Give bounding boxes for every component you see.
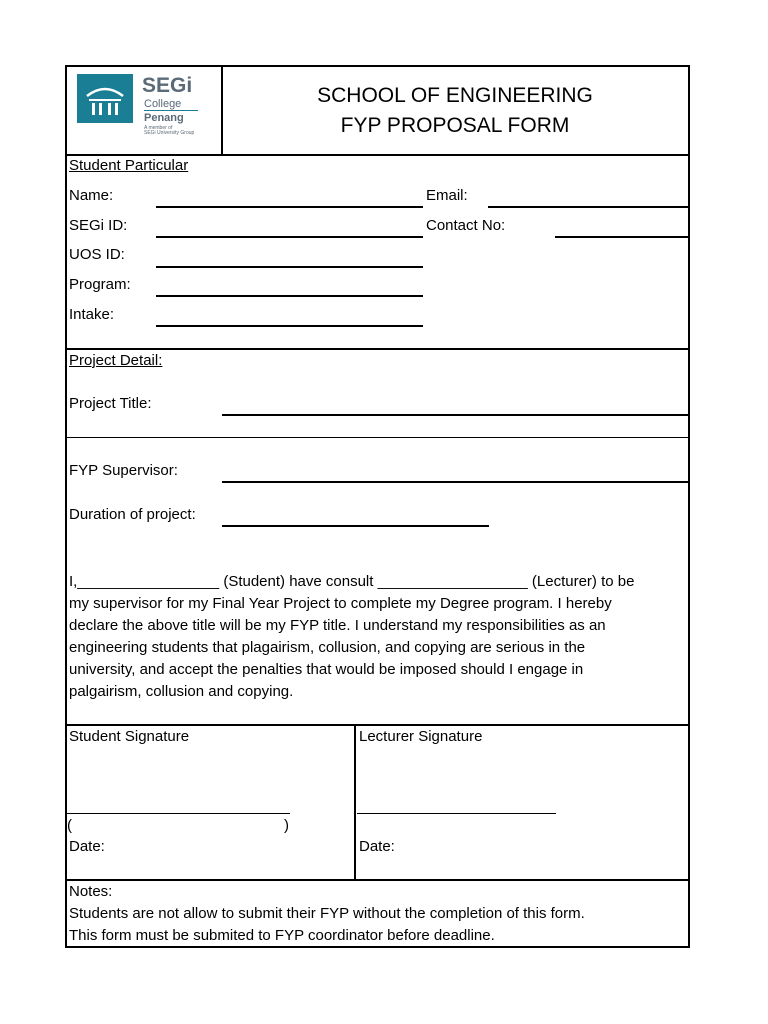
- logo-name: SEGi: [142, 74, 193, 97]
- segi-id-field[interactable]: [156, 236, 423, 238]
- lecturer-date-label: Date:: [359, 838, 395, 855]
- supervisor-field[interactable]: [222, 481, 688, 483]
- logo-campus: Penang: [144, 112, 184, 124]
- student-signature-label: Student Signature: [69, 728, 190, 745]
- logo-college: College: [144, 98, 182, 110]
- section-divider: [65, 348, 690, 350]
- section-divider: [65, 724, 690, 726]
- project-title-field[interactable]: [222, 414, 688, 416]
- section-divider: [65, 879, 690, 881]
- uos-id-label: UOS ID:: [69, 246, 125, 263]
- notes-line: This form must be submited to FYP coordinator before deadline.: [69, 927, 495, 944]
- lecturer-signature-field[interactable]: [357, 813, 556, 814]
- segi-id-label: SEGi ID:: [69, 217, 128, 234]
- program-label: Program:: [69, 276, 131, 293]
- declaration-text: [69, 571, 687, 703]
- declaration-line: engineering students that plagairism, collusion, and copying are serious in the: [69, 639, 586, 656]
- form-title: FYP PROPOSAL FORM: [340, 114, 570, 137]
- logo-tagline-2: SEGi University Group: [144, 130, 195, 136]
- contact-label: Contact No:: [426, 217, 506, 234]
- contact-field[interactable]: [555, 236, 688, 238]
- declaration-line: palgairism, collusion and copying.: [69, 683, 294, 700]
- lecturer-signature-label: Lecturer Signature: [359, 728, 483, 745]
- student-date-label: Date:: [69, 838, 105, 855]
- school-title: SCHOOL OF ENGINEERING: [317, 84, 593, 107]
- supervisor-label: FYP Supervisor:: [69, 462, 178, 479]
- declaration-line: university, and accept the penalties that would be imposed should I engage in: [69, 661, 584, 678]
- email-field[interactable]: [488, 206, 688, 208]
- student-name-close-paren: ): [284, 817, 289, 834]
- project-title-divider: [66, 437, 688, 438]
- duration-field[interactable]: [222, 525, 489, 527]
- logo-tagline-1: A member of: [144, 125, 173, 131]
- notes-line: Students are not allow to submit their FYP without the completion of this form.: [69, 905, 585, 922]
- name-label: Name:: [69, 187, 114, 204]
- program-field[interactable]: [156, 295, 423, 297]
- section-title-student: Student Particular: [69, 157, 189, 174]
- project-title-label: Project Title:: [69, 395, 152, 412]
- declaration-line: my supervisor for my Final Year Project to complete my Degree program. I hereby: [69, 595, 612, 612]
- intake-label: Intake:: [69, 306, 115, 323]
- declaration-line: I,_________________ (Student) have consult __________________ (Lecturer) to be: [69, 573, 635, 590]
- student-name-open-paren: (: [67, 817, 72, 834]
- duration-label: Duration of project:: [69, 506, 196, 523]
- section-title-project: Project Detail:: [69, 352, 163, 369]
- name-field[interactable]: [156, 206, 423, 208]
- notes-title: Notes:: [69, 883, 113, 900]
- building-icon: [77, 74, 133, 123]
- uos-id-field[interactable]: [156, 266, 423, 268]
- student-signature-field[interactable]: [67, 813, 290, 814]
- declaration-line: declare the above title will be my FYP title. I understand my responsibilities as an: [69, 617, 606, 634]
- intake-field[interactable]: [156, 325, 423, 327]
- email-label: Email:: [426, 187, 468, 204]
